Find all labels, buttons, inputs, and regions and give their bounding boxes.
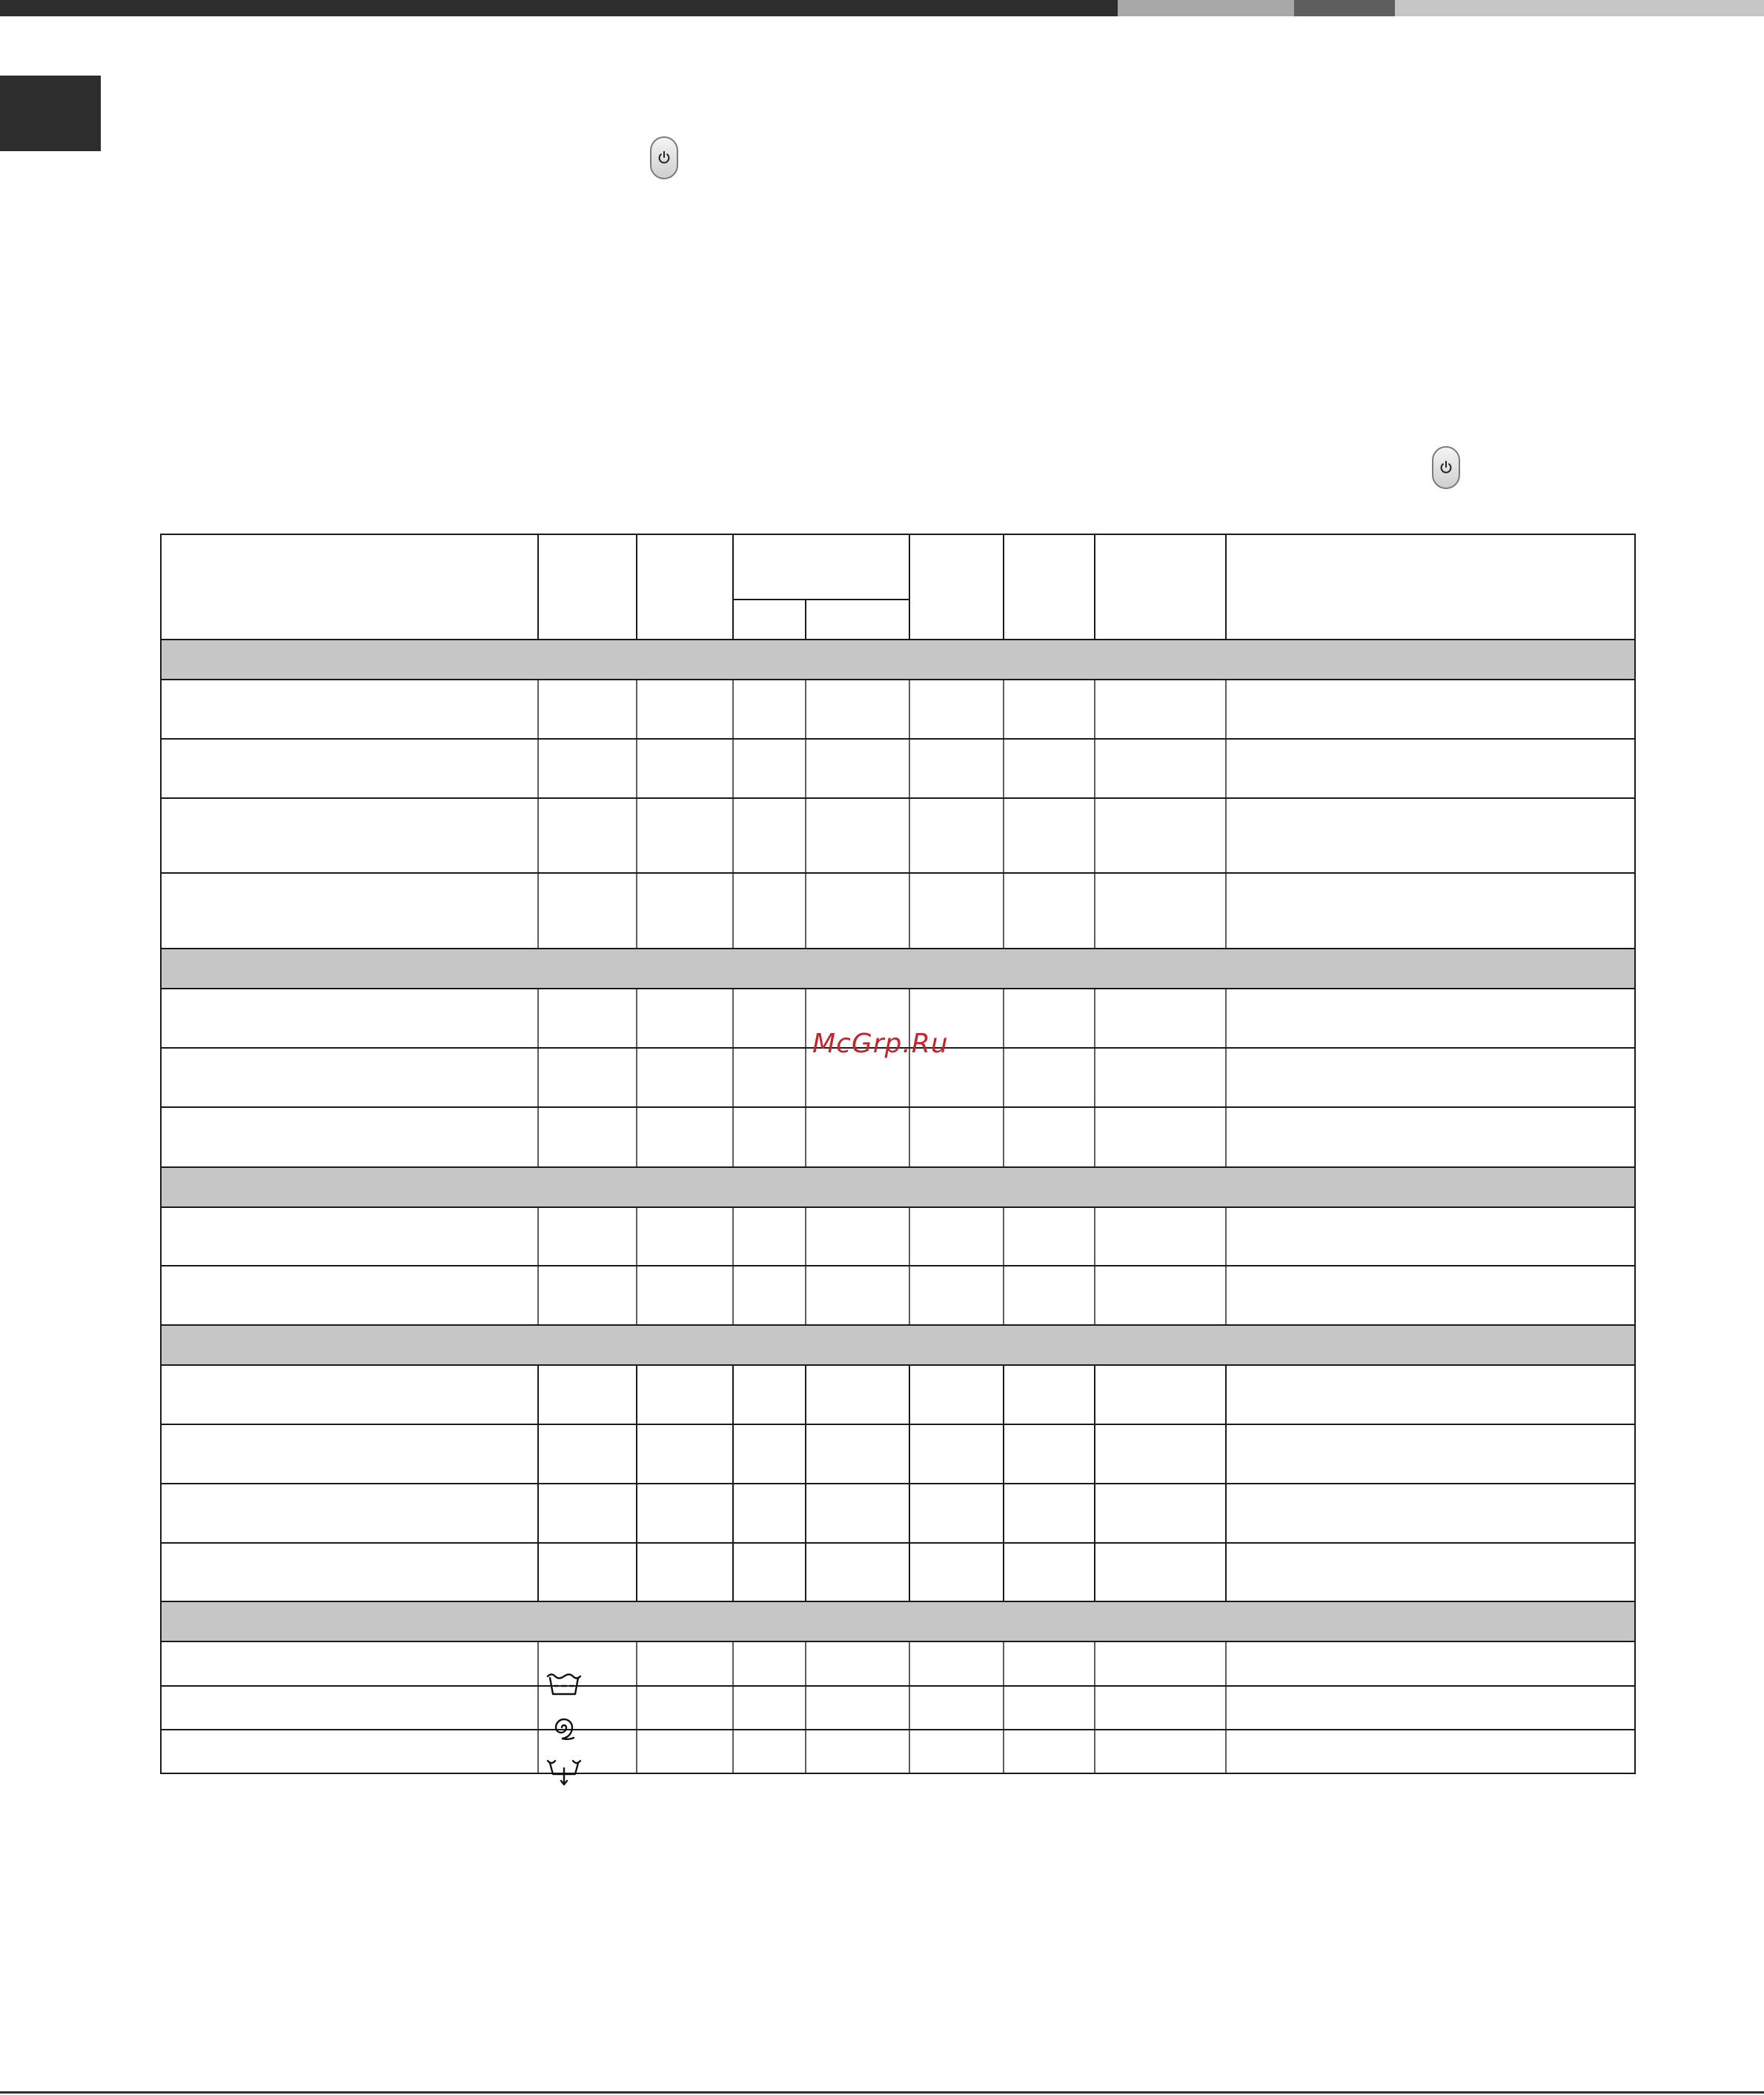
page-language-tab <box>0 76 101 151</box>
header-bar-pale-gray <box>1395 0 1764 16</box>
section-band <box>160 1601 1636 1641</box>
drain-icon <box>535 1750 593 1792</box>
power-icon <box>650 136 678 179</box>
spin-spiral-icon <box>535 1707 593 1748</box>
footer-rule <box>0 2091 1764 2094</box>
wash-programmes-table <box>160 534 1636 1774</box>
wash-tub-icon <box>535 1664 593 1706</box>
watermark-text: McGrp.Ru <box>812 1029 949 1059</box>
table-grid <box>160 534 1636 1774</box>
header-bar-light-gray <box>1118 0 1294 16</box>
header-bar-mid-gray <box>1294 0 1395 16</box>
section-band <box>160 640 1636 680</box>
section-band <box>160 949 1636 989</box>
section-band <box>160 1325 1636 1365</box>
power-icon <box>1432 446 1460 489</box>
section-band <box>160 1167 1636 1207</box>
header-bar-dark <box>0 0 1118 16</box>
